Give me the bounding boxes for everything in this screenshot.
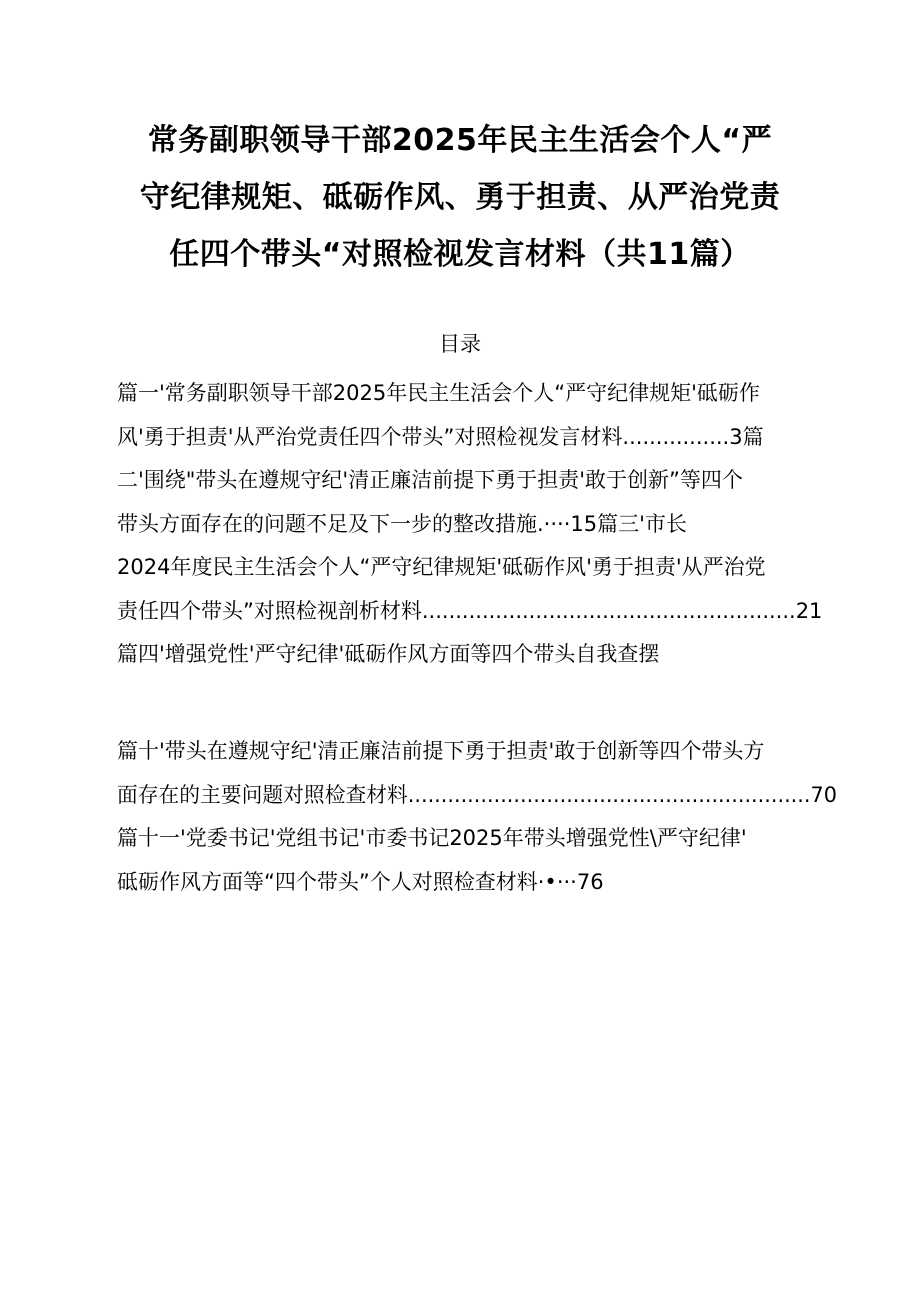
title-line: 任四个带头“对照检视发言材料（共11篇）	[169, 237, 751, 272]
toc-line: 2024年度民主生活会个人“严守纪律规矩'砥砺作风'勇于担责'从严治党	[117, 555, 766, 579]
toc-line: 篇四'增强党性'严守纪律'砥砺作风方面等四个带头自我查摆	[117, 642, 660, 666]
toc-line: 责任四个带头”对照检视剖析材料........................................................21	[117, 598, 823, 623]
toc-line: 篇一'常务副职领导干部2025年民主生活会个人“严守纪律规矩'砥砺作	[117, 381, 760, 405]
toc-block-2	[117, 730, 837, 904]
toc-line: 砥砺作风方面等“四个带头”个人对照检查材料·•···76	[117, 869, 604, 894]
toc-line: 篇十'带头在遵规守纪'清正廉洁前提下勇于担责'敢于创新等四个带头方	[117, 739, 765, 763]
toc-line: 带头方面存在的问题不足及下一步的整改措施.····15篇三'市长	[117, 511, 687, 536]
toc-line: 篇十一'党委书记'党组书记'市委书记2025年带头增强党性\严守纪律'	[117, 826, 747, 850]
toc-heading: 目录	[439, 332, 481, 356]
title-line: 常务副职领导干部2025年民主生活会个人“严	[147, 123, 773, 158]
title-line: 守纪律规矩、砥砺作风、勇于担责、从严治党责	[139, 180, 781, 215]
document-title	[110, 112, 810, 283]
toc-line: 二'围绕"带头在遵规守纪'清正廉洁前提下勇于担责'敢于创新”等四个	[117, 468, 743, 492]
toc-block-1	[117, 372, 837, 677]
toc-line: 面存在的主要问题对照检查材料.............................................................70	[117, 782, 837, 807]
toc-line: 风'勇于担责'从严治党责任四个带头”对照检视发言材料................3篇	[117, 424, 764, 449]
